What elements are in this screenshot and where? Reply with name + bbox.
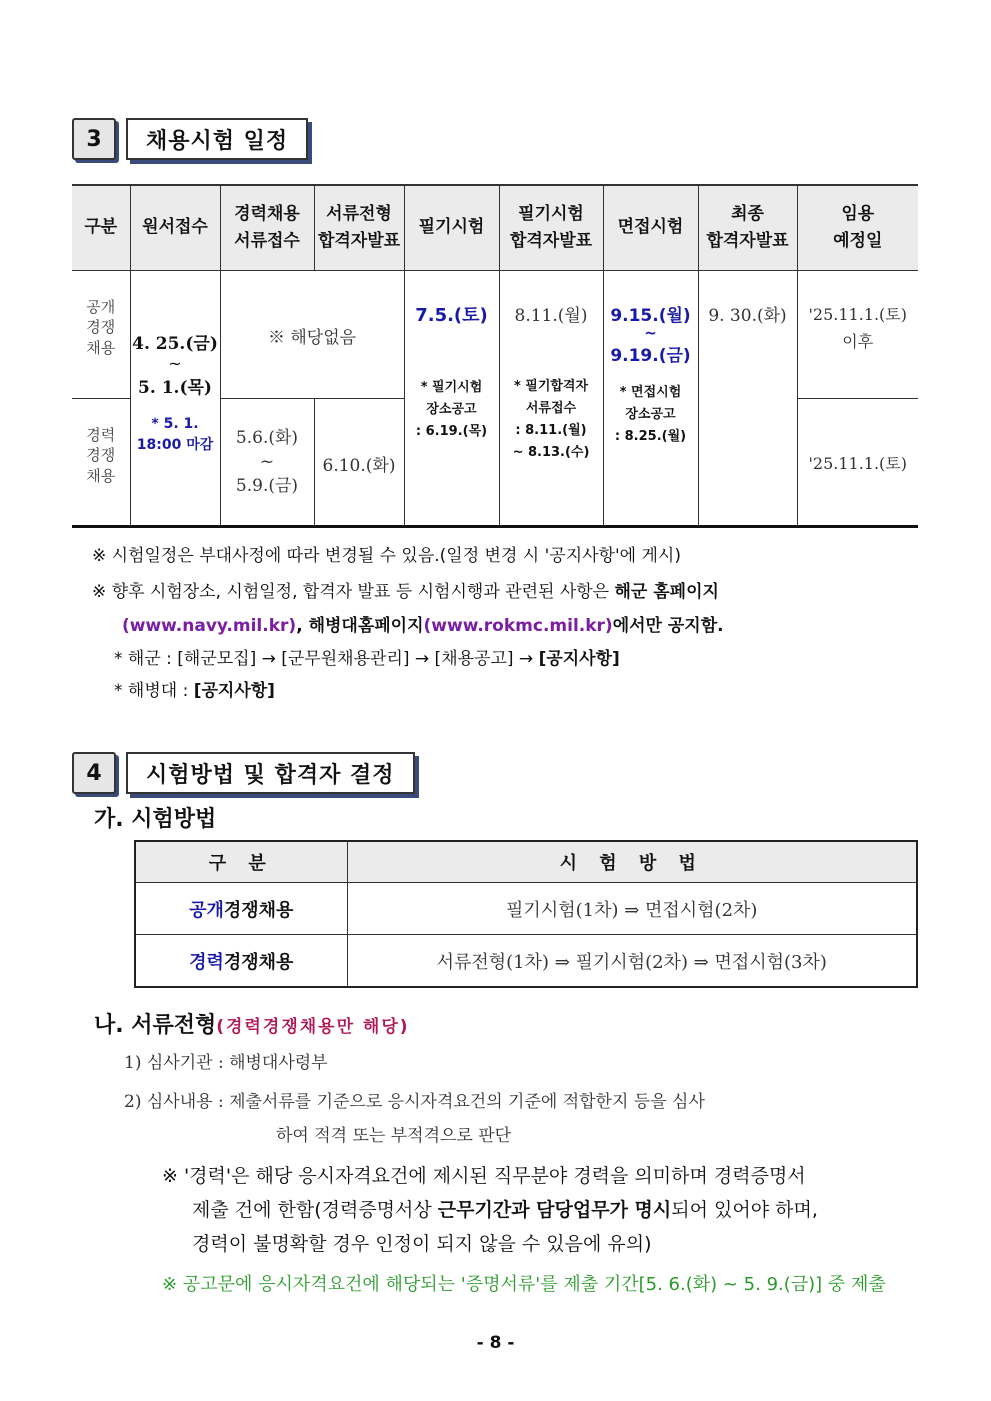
header-interview: 면접시험 (603, 185, 698, 271)
method-career-suffix: 경쟁채용 (223, 951, 294, 973)
section-number: 3 (72, 118, 116, 160)
apply-start: 4. 25.(금) (132, 334, 218, 354)
interview-end: 9.19.(금) (610, 346, 691, 366)
header-career-doc: 경력채용 서류접수 (220, 185, 314, 271)
navy-homepage: 해군 홈페이지 (614, 582, 719, 602)
doc-screening-title: 나. 서류전형 (94, 1013, 217, 1038)
doc-item-2-cont: 하여 적격 또는 부적격으로 판단 (276, 1126, 512, 1146)
header-doc-pass: 서류전형 합격자발표 (314, 185, 404, 271)
method-career-prefix: 경력 (189, 951, 224, 973)
section-4-header (72, 752, 415, 794)
career-doc-period: 5.6.(화) ~ 5.9.(금) (220, 399, 314, 527)
category-open: 공개 경쟁 채용 (72, 271, 130, 399)
interview-note: * 면접시험 장소공고 : 8.25.(월) (614, 385, 687, 445)
marine-homepage: , 해병대홈페이지 (296, 616, 424, 636)
category-career: 경력 경쟁 채용 (72, 399, 130, 527)
written-pass (499, 271, 603, 527)
career-caution-1: ※ '경력'은 해당 응시자격요건에 제시된 직무분야 경력을 의미하며 경력증명서 (162, 1165, 806, 1187)
section-number: 4 (72, 752, 116, 794)
written-note: * 필기시험 장소공고 : 6.19.(목) (415, 380, 488, 440)
note-only: 에서만 공지함. (612, 616, 724, 636)
method-category-open (135, 883, 347, 935)
interview-exam (603, 271, 698, 527)
not-applicable: ※ 해당없음 (220, 271, 404, 399)
header-category: 구분 (72, 185, 130, 271)
final-pass: 9. 30.(화) (698, 271, 797, 527)
navy-notice: [공지사항] (538, 649, 620, 669)
apply-tilde: ~ (168, 354, 182, 373)
interview-start: 9.15.(월) (610, 306, 691, 326)
section-title: 채용시험 일정 (126, 118, 308, 160)
section-3-header (72, 118, 308, 160)
method-row-open (135, 883, 917, 935)
method-header-method: 시 험 방 법 (347, 841, 917, 883)
method-open-value: 필기시험(1차) ⇒ 면접시험(2차) (347, 883, 917, 935)
written-exam (404, 271, 499, 527)
interview-tilde: ~ (644, 324, 657, 342)
method-open-prefix: 공개 (189, 899, 224, 921)
career-caution-3: 경력이 불명확할 경우 인정이 되지 않을 수 있음에 유의) (192, 1233, 652, 1255)
caution-text-end: 되어 있어야 하며, (671, 1199, 818, 1221)
written-pass-date: 8.11.(월) (514, 306, 588, 326)
subsection-method: 가. 시험방법 (94, 807, 217, 832)
caution-text: 제출 건에 한함(경력증명서상 (192, 1199, 438, 1221)
caution-emphasis: 근무기간과 담당업무가 명시 (437, 1199, 672, 1221)
schedule-row-open (72, 271, 918, 399)
doc-item-1: 1) 심사기관 : 해병대사령부 (124, 1053, 328, 1073)
application-period (130, 271, 220, 527)
method-header-row (135, 841, 917, 883)
schedule-table (72, 184, 918, 528)
marine-notice: [공지사항] (193, 681, 275, 701)
marine-url[interactable]: (www.rokmc.mil.kr) (423, 616, 613, 636)
note-announcement-text: ※ 향후 시험장소, 시험일정, 합격자 발표 등 시험시행과 관련된 사항은 (92, 582, 615, 602)
subsection-doc-screening (94, 1008, 410, 1039)
method-row-career (135, 935, 917, 988)
appointment-career: '25.11.1.(토) (797, 399, 918, 527)
note-marine-path (114, 675, 275, 707)
written-pass-note: * 필기합격자 서류접수 : 8.11.(월) ~ 8.13.(수) (512, 379, 590, 461)
note-navy-path (114, 643, 620, 675)
section-title: 시험방법 및 합격자 결정 (126, 752, 415, 794)
doc-item-2: 2) 심사내용 : 제출서류를 기준으로 응시자격요건의 기준에 적합한지 등을 심사 (124, 1092, 705, 1112)
note-schedule-change: ※ 시험일정은 부대사정에 따라 변경될 수 있음.(일정 변경 시 '공지사항'에 게시) (92, 546, 681, 566)
method-open-suffix: 경쟁채용 (223, 899, 294, 921)
method-career-value: 서류전형(1차) ⇒ 필기시험(2차) ⇒ 면접시험(3차) (347, 935, 917, 988)
appointment-open: '25.11.1.(토) 이후 (797, 271, 918, 399)
note-announcement (92, 576, 922, 608)
apply-end: 5. 1.(목) (138, 378, 212, 399)
career-caution-2 (192, 1192, 818, 1228)
header-application: 원서접수 (130, 185, 220, 271)
method-header-category: 구 분 (135, 841, 347, 883)
page-number: - 8 - (476, 1333, 515, 1353)
apply-deadline-note: * 5. 1. 18:00 마감 (136, 416, 214, 454)
method-table (134, 840, 918, 988)
method-category-career (135, 935, 347, 988)
header-appointment: 임용 예정일 (797, 185, 918, 271)
written-date: 7.5.(토) (415, 305, 488, 326)
navy-url[interactable]: (www.navy.mil.kr) (122, 616, 297, 636)
submission-notice: ※ 공고문에 응시자격요건에 해당되는 '증명서류'를 제출 기간[5. 6.(화) ~ 5. 9.(금)] 중 제출 (162, 1274, 886, 1295)
header-written-pass: 필기시험 합격자발표 (499, 185, 603, 271)
marine-path: * 해병대 : (114, 681, 194, 701)
doc-screening-scope: (경력경쟁채용만 해당) (216, 1017, 410, 1037)
header-final: 최종 합격자발표 (698, 185, 797, 271)
career-doc-pass: 6.10.(화) (314, 399, 404, 527)
navy-path: * 해군 : [해군모집] → [군무원채용관리] → [채용공고] → (114, 649, 539, 669)
note-announcement-2 (122, 610, 724, 642)
header-written: 필기시험 (404, 185, 499, 271)
schedule-header-row (72, 185, 918, 271)
